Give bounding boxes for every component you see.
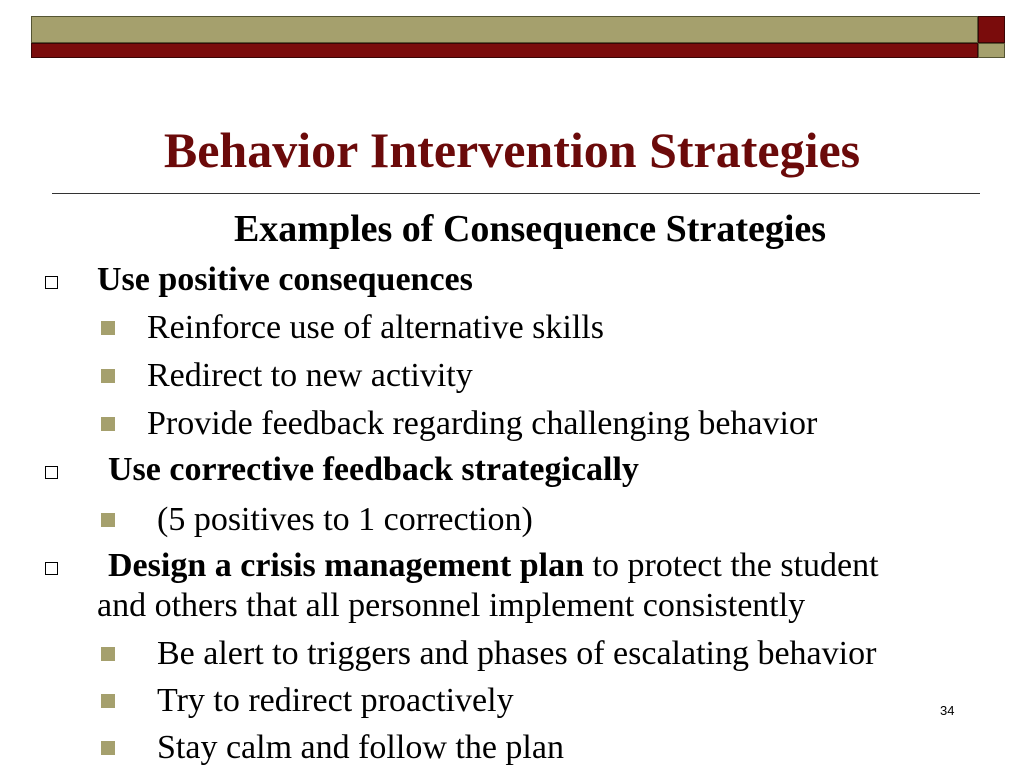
crisis-plan-rest: to protect the student — [584, 547, 879, 584]
header-square-maroon — [978, 16, 1005, 43]
solid-square-bullet-icon — [101, 417, 115, 431]
page-number: 34 — [940, 703, 955, 718]
sub-item-stay-calm: Stay calm and follow the plan — [157, 729, 564, 766]
solid-square-bullet-icon — [101, 321, 115, 335]
hollow-square-bullet-icon — [45, 562, 58, 575]
sub-item-triggers: Be alert to triggers and phases of escalating behavior — [157, 635, 877, 672]
sub-item-feedback: Provide feedback regarding challenging behavior — [147, 405, 818, 442]
header-bar-maroon — [31, 43, 978, 58]
solid-square-bullet-icon — [101, 647, 115, 661]
header-square-olive — [978, 43, 1005, 58]
bullet-heading-crisis-plan — [108, 546, 879, 586]
sub-item-redirect-proactively: Try to redirect proactively — [157, 682, 514, 719]
sub-item-reinforce: Reinforce use of alternative skills — [147, 309, 604, 346]
bullet-heading-positive-consequences: Use positive consequences — [97, 261, 473, 298]
sub-item-redirect: Redirect to new activity — [147, 357, 473, 394]
crisis-plan-continuation: and others that all personnel implement consistently — [97, 587, 806, 624]
solid-square-bullet-icon — [101, 694, 115, 708]
solid-square-bullet-icon — [101, 513, 115, 527]
slide-title: Behavior Intervention Strategies — [163, 122, 861, 178]
solid-square-bullet-icon — [101, 369, 115, 383]
bullet-heading-corrective-feedback: Use corrective feedback strategically — [108, 451, 639, 488]
hollow-square-bullet-icon — [45, 466, 58, 479]
solid-square-bullet-icon — [101, 741, 115, 755]
slide-subtitle: Examples of Consequence Strategies — [233, 208, 827, 250]
sub-item-ratio: (5 positives to 1 correction) — [157, 501, 533, 538]
title-divider — [52, 193, 980, 194]
hollow-square-bullet-icon — [45, 276, 58, 289]
header-bar-olive — [31, 16, 978, 43]
crisis-plan-bold: Design a crisis management plan — [108, 547, 584, 584]
